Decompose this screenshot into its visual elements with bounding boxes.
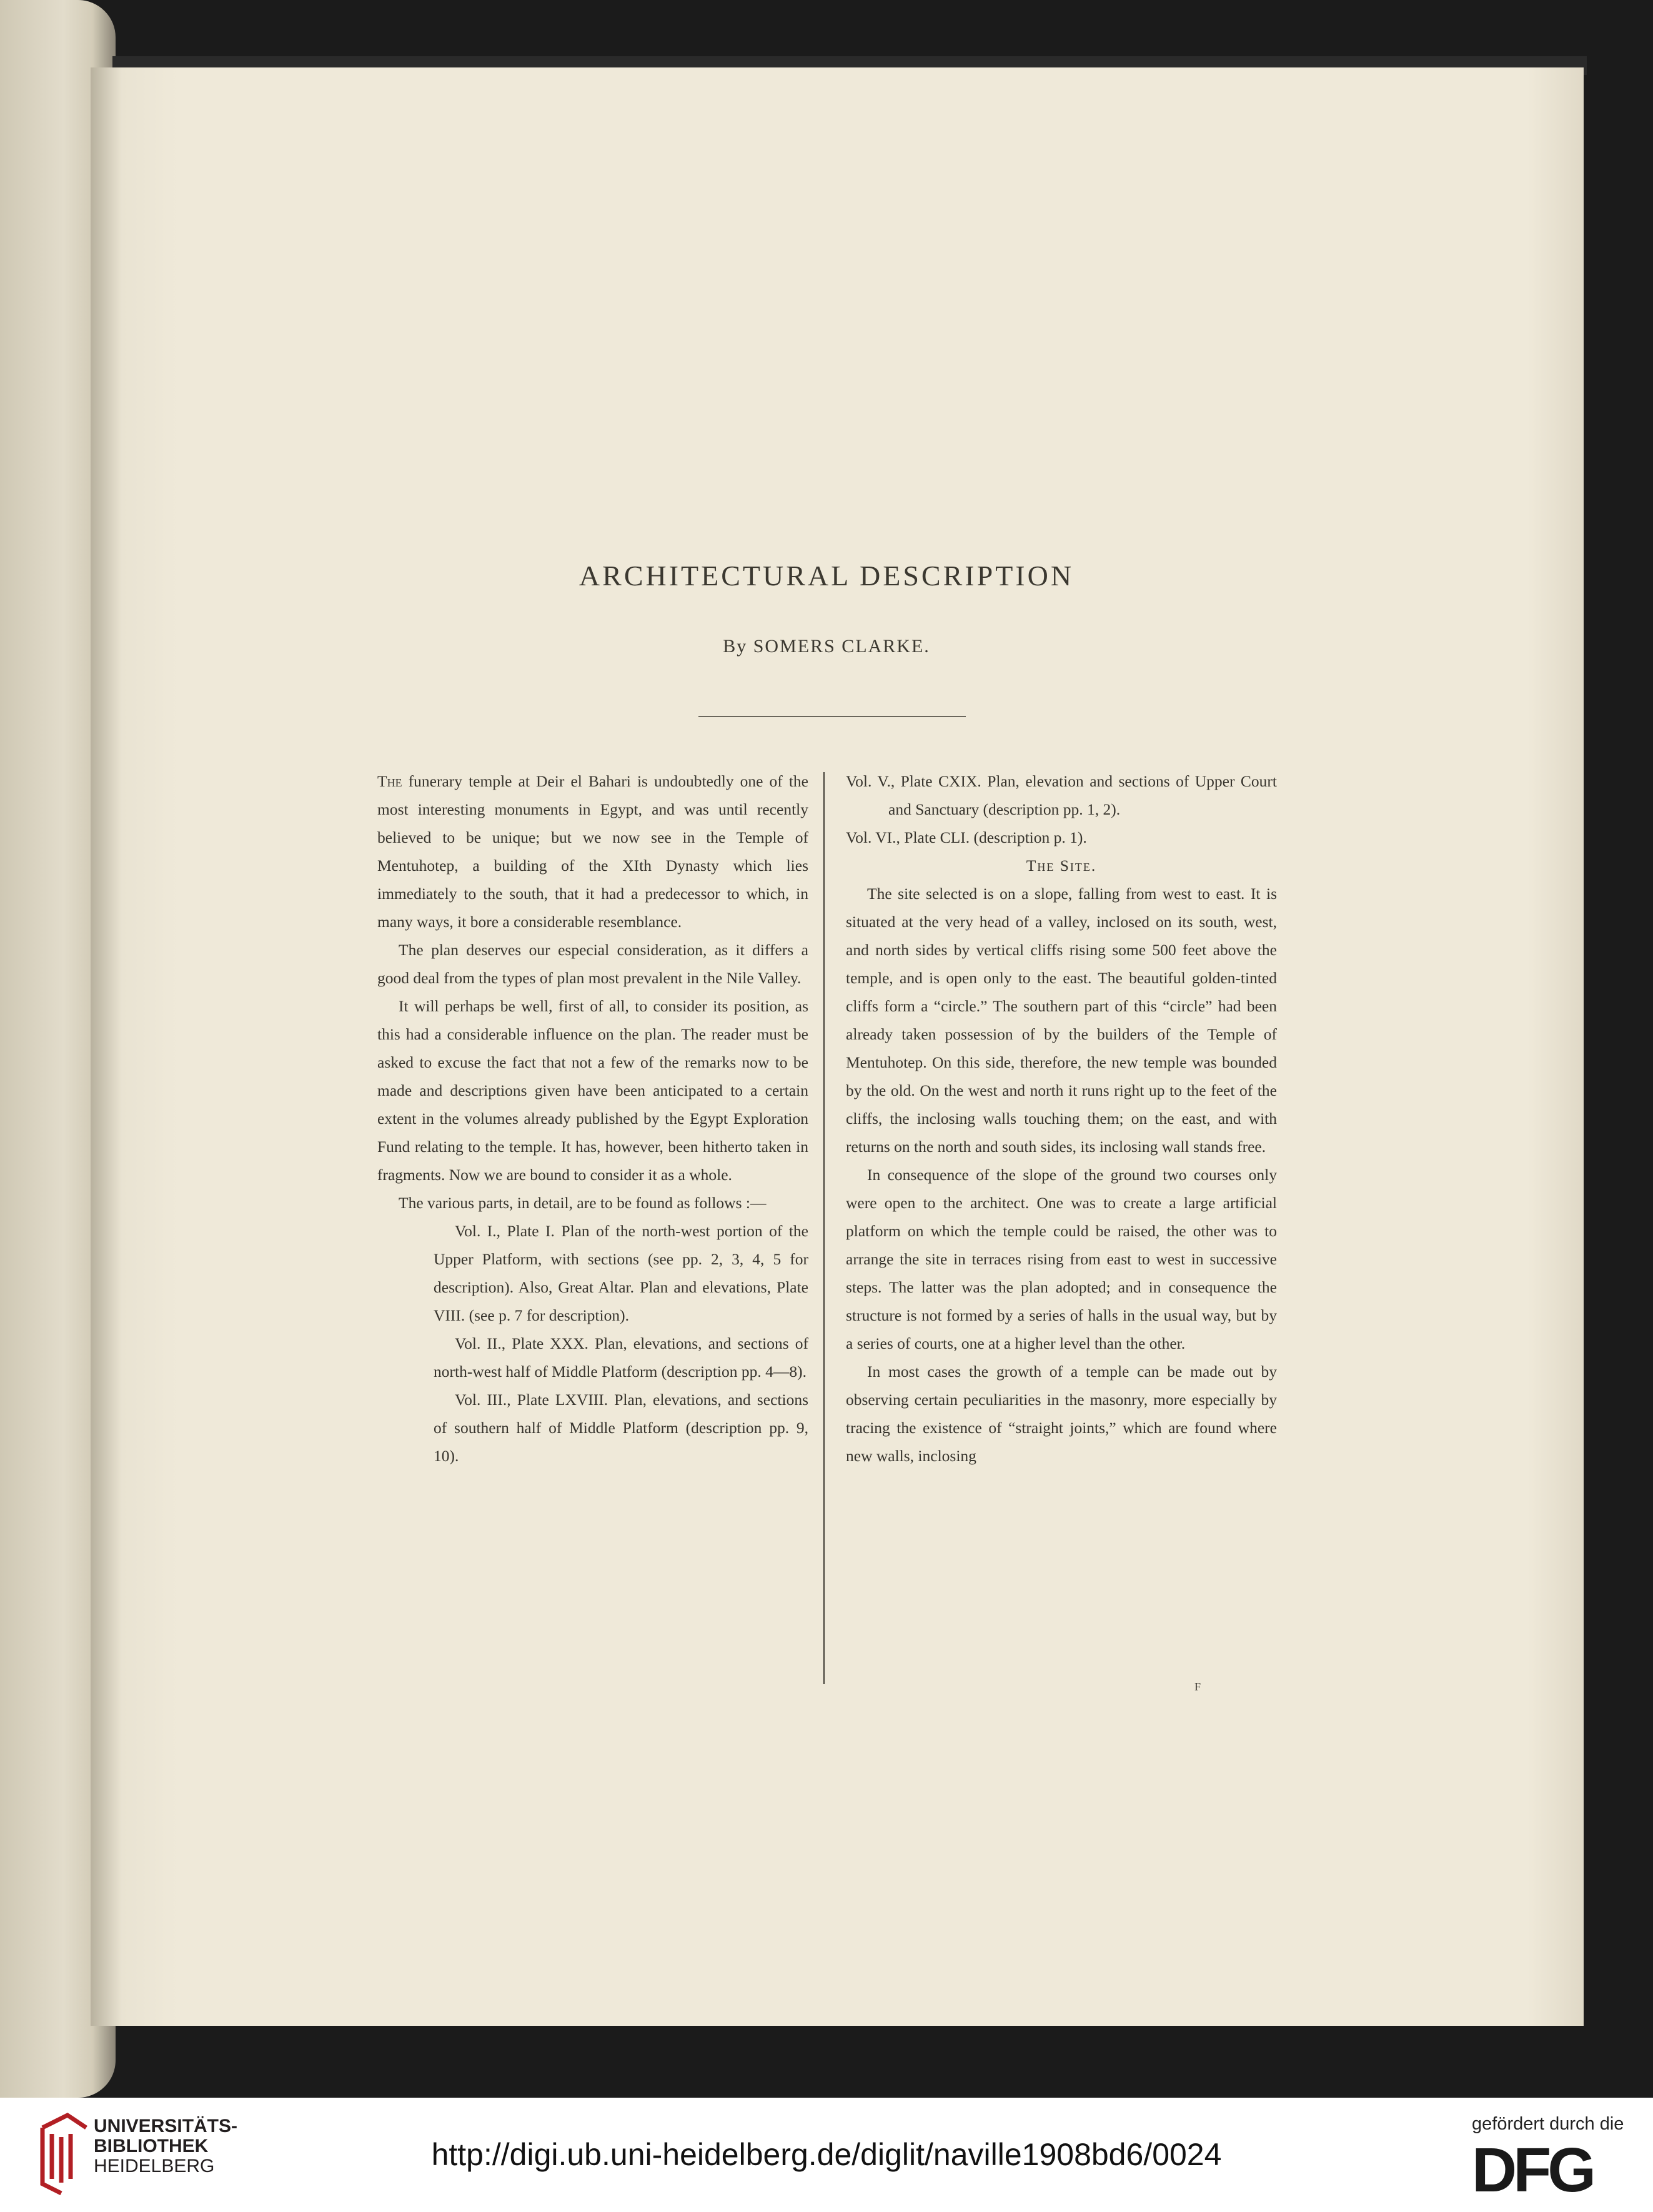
library-name-line: BIBLIOTHEK bbox=[94, 2136, 209, 2156]
volume-reference: Vol. II., Plate XXX. Plan, elevations, and sections of north-west half of Middle Platform (description pp. 4—8). bbox=[434, 1334, 808, 1381]
lead-word: The bbox=[377, 772, 402, 790]
section-heading: The Site. bbox=[1026, 856, 1097, 875]
column-divider bbox=[823, 772, 825, 1684]
paragraph: In most cases the growth of a temple can be made out by observing certain peculiarities in the masonry, more especially by tracing the existence of “straight joints,” which are found where new walls, inclosing bbox=[846, 1362, 1277, 1465]
book-page bbox=[91, 67, 1584, 2026]
library-name-line: HEIDELBERG bbox=[94, 2156, 215, 2176]
paragraph: The various parts, in detail, are to be found as follows :— bbox=[399, 1194, 767, 1212]
paragraph: The plan deserves our especial consideration, as it differs a good deal from the types of plan most prevalent in the Nile Valley. bbox=[377, 941, 808, 987]
paragraph: The site selected is on a slope, falling from west to east. It is situated at the very head of a valley, inclosed on its south, west, and north sides by vertical cliffs rising some 500 feet above the temple, and is open only to the east. The beautiful golden-tinted cliffs form a “circle.” The southern part of this “circle” had been already taken possession of by the builders of the Temple of Mentuhotep. On this side, therefore, the new temple was bounded by the old. On the west and north it runs right up to the feet of the cliffs, the inclosing walls touching them; on the east, and with returns on the north and south sides, its inclosing wall stands free. bbox=[846, 885, 1277, 1156]
right-column bbox=[846, 767, 1277, 1470]
volume-reference: Vol. V., Plate CXIX. Plan, elevation and sections of Upper Court and Sanctuary (description pp. 1, 2). bbox=[846, 772, 1277, 818]
paragraph bbox=[377, 767, 808, 936]
page-title: ARCHITECTURAL DESCRIPTION bbox=[578, 560, 1075, 592]
paragraph-text: funerary temple at Deir el Bahari is undoubtedly one of the most interesting monuments in Egypt, and was until recently believed to be unique; but we now see in the Temple of Mentuhotep, a building of the XIth Dynasty which lies immediately to the south, that it had a predecessor to which, in many ways, it bore a considerable resemblance. bbox=[377, 772, 808, 931]
title-rule bbox=[698, 716, 966, 717]
dfg-logo: DFG bbox=[1472, 2135, 1593, 2205]
digitization-footer bbox=[0, 2098, 1653, 2212]
signature-mark: F bbox=[1194, 1680, 1201, 1693]
permalink-url[interactable]: http://digi.ub.uni-heidelberg.de/diglit/naville1908bd6/0024 bbox=[431, 2137, 1222, 2172]
author-byline: By SOMERS CLARKE. bbox=[723, 636, 930, 657]
left-column bbox=[377, 767, 808, 1470]
paragraph: In consequence of the slope of the ground two courses only were open to the architect. One was to create a large artificial platform on which the temple could be raised, the other was to arrange the site in terraces rising from east to west in successive steps. The latter was the plan adopted; and in consequence the structure is not formed by a series of halls in the usual way, but by a series of courts, one at a higher level than the other. bbox=[846, 1166, 1277, 1352]
library-name-line: UNIVERSITÄTS- bbox=[94, 2116, 238, 2136]
volume-reference: Vol. VI., Plate CLI. (description p. 1). bbox=[846, 828, 1087, 846]
funding-label: gefördert durch die bbox=[1472, 2114, 1624, 2134]
volume-reference: Vol. III., Plate LXVIII. Plan, elevations, and sections of southern half of Middle Platform (description pp. 9, 10). bbox=[434, 1391, 808, 1465]
volume-reference: Vol. I., Plate I. Plan of the north-west portion of the Upper Platform, with sections (see pp. 2, 3, 4, 5 for description). Also, Great Altar. Plan and elevations, Plate VIII. (see p. 7 for description). bbox=[434, 1222, 808, 1324]
paragraph: It will perhaps be well, first of all, to consider its position, as this had a considerable influence on the plan. The reader must be asked to excuse the fact that not a few of the remarks now to be made and descriptions given have been anticipated to a certain extent in the volumes already published by the Egypt Exploration Fund relating to the temple. It has, however, been hitherto taken in fragments. Now we are bound to consider it as a whole. bbox=[377, 997, 808, 1184]
